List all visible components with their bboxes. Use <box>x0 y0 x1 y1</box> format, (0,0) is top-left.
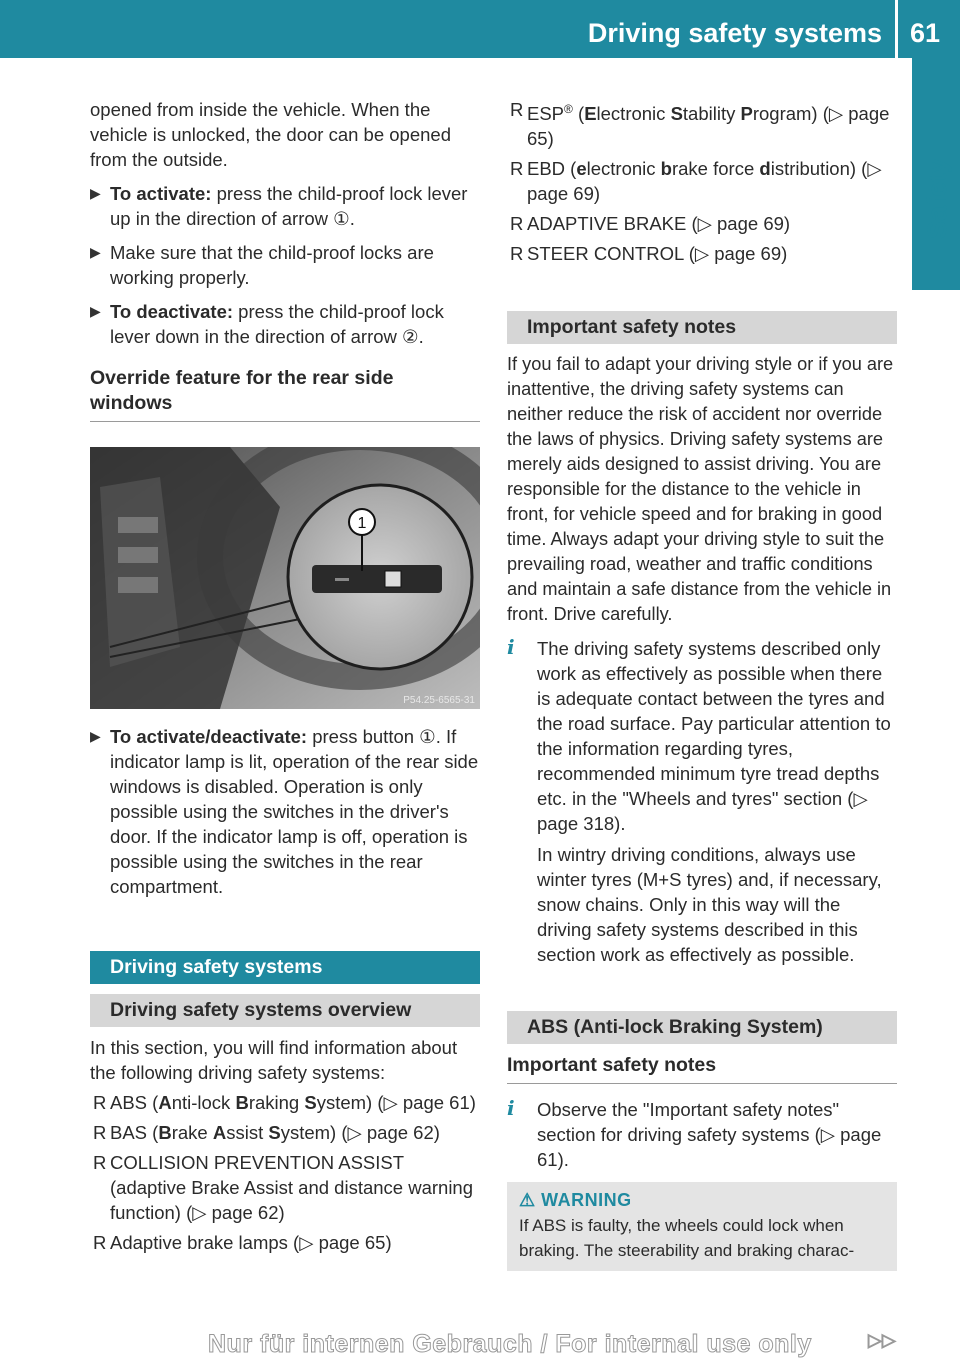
chapter-label: Safety <box>922 158 952 240</box>
step-toggle <box>90 724 480 899</box>
abs-subheading: Important safety notes <box>507 1054 717 1077</box>
info-text: The driving safety systems described only work as effectively as possible when there is adequate contact between the tyres and the road surface. Pay particular attention to the information regarding tyres, recommended minimum tyre tread depths etc. in the "Wheels and tyres" section (▷ page 318). <box>537 638 891 835</box>
step-bold-label: To activate: <box>110 183 212 204</box>
step-arrow-icon: ▶ <box>90 244 101 260</box>
info-icon: i <box>507 635 515 660</box>
warning-title: ⚠ WARNING <box>519 1190 632 1211</box>
right-column <box>507 97 897 1271</box>
override-heading: Override feature for the rear side windows <box>90 367 394 414</box>
list-item: R STEER CONTROL (▷ page 69) <box>510 243 788 265</box>
warning-triangle-icon: ⚠ <box>519 1190 536 1211</box>
important-paragraph: If you fail to adapt your driving style or if you are inattentive, the driving safety systems can neither reduce the risk of accident nor override the laws of physics. Driving safety systems are merely aids designed to assist driving. You are responsible for the distance to the vehicle in front, for vehicle speed and for braking in good time. Always adapt your driving style to suit the prevailing road, weather and traffic conditions and maintain a safe distance from the vehicle in front. Drive carefully. <box>507 354 894 625</box>
left-column <box>90 97 480 422</box>
step-text: Make sure that the child-proof locks are working properly. <box>110 242 434 288</box>
info-note <box>507 1097 897 1172</box>
figure-callout: 1 <box>357 515 367 532</box>
step-check <box>90 240 480 290</box>
door-switch-illustration <box>90 447 480 709</box>
step-bold-label: To deactivate: <box>110 301 234 322</box>
header-separator <box>895 0 898 58</box>
page-header-title: Driving safety systems <box>587 18 882 48</box>
list-item: R Adaptive brake lamps (▷ page 65) <box>93 1232 392 1253</box>
list-item: R BAS (Brake Assist System) (▷ page 62) <box>93 1122 440 1143</box>
heading-rule <box>90 421 480 422</box>
figure-code: P54.25-6565-31 <box>403 695 475 706</box>
step-arrow-icon: ▶ <box>90 728 101 744</box>
important-heading: Important safety notes <box>507 311 897 344</box>
step-text: press the child-proof lock lever down in the direction of arrow ②. <box>110 301 444 347</box>
info-note <box>507 636 897 967</box>
warning-box <box>507 1182 897 1271</box>
step-text: press button ①. If indicator lamp is lit, operation of the rear side windows is disabled. Operation is only possible using the switches in the driver's door. If the indicator lamp is off, operation is possible using the switches in the rear compartment. <box>110 726 479 897</box>
step-arrow-icon: ▶ <box>90 303 101 319</box>
intro-paragraph: opened from inside the vehicle. When the vehicle is unlocked, the door can be opened from the outside. <box>90 99 452 170</box>
step-deactivate <box>90 299 480 349</box>
overview-heading: Driving safety systems overview <box>90 994 480 1027</box>
warning-text: If ABS is faulty, the wheels could lock when braking. The steerability and braking charac- <box>519 1216 855 1261</box>
list-item: R EBD (electronic brake force distribution) (▷ page 69) <box>510 158 882 205</box>
abs-heading: ABS (Anti-lock Braking System) <box>507 1011 897 1044</box>
step-arrow-icon: ▶ <box>90 185 101 201</box>
list-item: R COLLISION PREVENTION ASSIST (adaptive Brake Assist and distance warning function) (▷ page 62) <box>93 1152 474 1223</box>
step-bold-label: To activate/deactivate: <box>110 726 308 747</box>
section-heading: Driving safety systems <box>90 951 480 984</box>
info-icon: i <box>507 1096 515 1121</box>
step-text: press the child-proof lock lever up in the direction of arrow ①. <box>110 183 468 229</box>
info-text: In wintry driving conditions, always use winter tyres (M+S tyres) and, if necessary, snow chains. Only in this way will the driving safety systems described in this section work as effectively as possible. <box>537 844 882 966</box>
page-number: 61 <box>910 18 941 48</box>
overview-intro: In this section, you will find information about the following driving safety systems: <box>90 1037 458 1083</box>
list-item: R ABS (Anti-lock Braking System) (▷ page 61) <box>93 1092 476 1113</box>
continue-arrow-icon: ▷▷ <box>868 1330 896 1350</box>
door-switch-figure <box>90 447 480 709</box>
info-text: Observe the "Important safety notes" section for driving safety systems (▷ page 61). <box>537 1099 882 1171</box>
left-column-lower <box>90 724 480 1255</box>
list-item: R ADAPTIVE BRAKE (▷ page 69) <box>510 213 791 235</box>
step-activate <box>90 181 480 231</box>
footer-watermark: Nur für internen Gebrauch / For internal use only <box>208 1330 812 1358</box>
list-item: R ESP® (Electronic Stability Program) (▷ page 65) <box>510 99 890 150</box>
